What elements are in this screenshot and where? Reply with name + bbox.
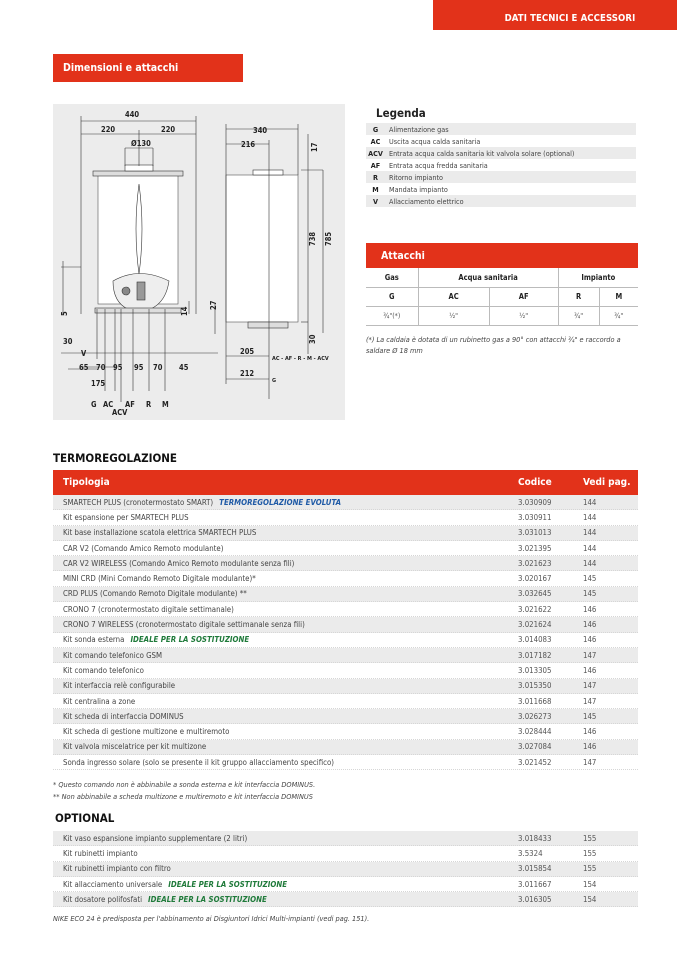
row-code: 3.014083 <box>518 635 552 645</box>
dim-340: 340 <box>253 126 268 135</box>
row-tag: TERMOREGOLAZIONE EVOLUTA <box>219 497 342 507</box>
row-name: Kit interfaccia relè configurabile <box>63 681 176 691</box>
row-name: Kit comando telefonico GSM <box>63 650 163 660</box>
row-code: 3.015350 <box>518 681 552 691</box>
row-page: 147 <box>583 757 597 767</box>
dim-27: 27 <box>209 300 218 310</box>
legend-item: AF Entrata acqua fredda sanitaria <box>370 160 488 170</box>
code-m: M <box>599 287 638 306</box>
dim-5: 5 <box>60 311 69 316</box>
dim-70a: 70 <box>96 363 106 372</box>
table-row <box>53 602 638 617</box>
legend-item: AC Uscita acqua calda sanitaria <box>370 136 481 146</box>
label-m: M <box>162 400 169 409</box>
row-name: Kit vaso espansione impianto supplementare (2 litri) <box>63 833 248 843</box>
dim-70b: 70 <box>153 363 163 372</box>
row-page: 147 <box>583 696 597 706</box>
row-name: CAR V2 WIRELESS (Comando Amico Remoto modulante senza fili) <box>63 558 295 568</box>
row-name: Kit base installazione scatola elettrica SMARTECH PLUS <box>63 528 257 538</box>
row-page: 146 <box>583 727 597 737</box>
row-page: 145 <box>583 574 597 584</box>
row-page: 144 <box>583 543 597 553</box>
row-page: 147 <box>583 650 597 660</box>
row-name: Kit valvola miscelatrice per kit multizone <box>63 742 207 752</box>
row-code: 3.031013 <box>518 528 552 538</box>
row-code: 3.030911 <box>518 512 552 522</box>
row-name: Kit centralina a zone <box>63 696 136 706</box>
table-row <box>53 755 638 770</box>
dim-216: 216 <box>241 140 256 149</box>
attacchi-note: (*) La caldaia è dotata di un rubinetto gas a 90° con attacchi ¾" e raccordo a saldare Ø 18 mm <box>366 335 621 355</box>
dim-flue-diameter: Ø130 <box>131 139 151 148</box>
dim-738: 738 <box>308 231 317 246</box>
termoregolazione-notes <box>53 779 315 802</box>
row-code: 3.5324 <box>518 848 543 858</box>
table-row <box>53 862 638 877</box>
code-ac: AC <box>418 287 489 306</box>
value-g: ¾"(*) <box>366 306 418 325</box>
dim-14: 14 <box>180 306 189 316</box>
row-code: 3.015854 <box>518 864 552 874</box>
row-page: 155 <box>583 864 597 874</box>
label-v: V <box>81 349 87 358</box>
value-r: ¾" <box>558 306 599 325</box>
dim-220-left: 220 <box>101 125 116 134</box>
row-code: 3.011668 <box>518 696 552 706</box>
row-code: 3.018433 <box>518 833 552 843</box>
row-code: 3.016305 <box>518 894 552 904</box>
dim-205: 205 <box>240 347 255 356</box>
label-ac: AC <box>103 400 114 409</box>
row-page: 146 <box>583 665 597 675</box>
table-row <box>53 831 638 846</box>
table-row <box>53 617 638 632</box>
row-page: 154 <box>583 879 597 889</box>
termoregolazione-table <box>53 470 638 770</box>
row-code: 3.030909 <box>518 497 552 507</box>
group-gas: Gas <box>366 268 418 287</box>
label-g: G <box>91 400 97 409</box>
legend-item: M Mandata impianto <box>372 184 448 194</box>
table-row <box>53 556 638 571</box>
table-row <box>53 526 638 541</box>
legend-item: G Alimentazione gas <box>366 123 636 135</box>
dim-95a: 95 <box>113 363 123 372</box>
row-code: 3.026273 <box>518 711 552 721</box>
row-code: 3.017182 <box>518 650 552 660</box>
group-acqua-sanitaria: Acqua sanitaria <box>418 268 558 287</box>
dim-30-front: 30 <box>63 337 73 346</box>
row-tag: IDEALE PER LA SOSTITUZIONE <box>148 894 267 904</box>
optional-note: NIKE ECO 24 è predisposta per l'abbinamento ai Disgiuntori Idrici Multi-impianti (vedi pag. 151). <box>53 914 370 923</box>
code-af: AF <box>489 287 558 306</box>
row-code: 3.028444 <box>518 727 552 737</box>
row-code: 3.021452 <box>518 757 552 767</box>
group-impianto: Impianto <box>558 268 638 287</box>
row-code: 3.027084 <box>518 742 552 752</box>
row-code: 3.032645 <box>518 589 552 599</box>
table-row <box>53 892 638 907</box>
legend-list <box>366 123 636 207</box>
row-name: Kit scheda di gestione multizone e multiremoto <box>63 727 230 737</box>
legend-item: ACV Entrata acqua calda sanitaria kit valvola solare (optional) <box>366 147 636 159</box>
label-acv: ACV <box>112 408 128 417</box>
dim-45: 45 <box>179 363 189 372</box>
table-row <box>53 510 638 525</box>
table-row <box>53 541 638 556</box>
table-row <box>53 724 638 739</box>
row-page: 145 <box>583 711 597 721</box>
table-row <box>53 495 638 510</box>
row-page: 146 <box>583 742 597 752</box>
row-page: 144 <box>583 558 597 568</box>
row-code: 3.021395 <box>518 543 552 553</box>
optional-heading: OPTIONAL <box>55 811 115 825</box>
row-page: 145 <box>583 589 597 599</box>
row-name: Kit sonda esterna IDEALE PER LA SOSTITUZIONE <box>63 635 250 645</box>
termoregolazione-heading: TERMOREGOLAZIONE <box>53 451 177 465</box>
value-ac: ½" <box>418 306 489 325</box>
label-r: R <box>146 400 152 409</box>
row-name: CRONO 7 WIRELESS (cronotermostato digitale settimanale senza fili) <box>63 620 305 630</box>
table-row <box>53 709 638 724</box>
label-water-connections: AC - AF - R - M - ACV <box>272 356 329 362</box>
dim-212: 212 <box>240 369 255 378</box>
optional-table <box>53 831 638 907</box>
row-name: CAR V2 (Comando Amico Remoto modulante) <box>63 543 224 553</box>
row-page: 146 <box>583 620 597 630</box>
attacchi-table <box>366 268 638 326</box>
table-row <box>53 571 638 586</box>
row-name: SMARTECH PLUS (cronotermostato SMART) TERMOREGOLAZIONE EVOLUTA <box>63 497 342 507</box>
dim-440: 440 <box>125 110 140 119</box>
row-name: Kit dosatore polifosfati IDEALE PER LA SOSTITUZIONE <box>63 894 267 904</box>
dim-785: 785 <box>324 231 333 246</box>
dim-95b: 95 <box>134 363 144 372</box>
section-tab: DATI TECNICI E ACCESSORI <box>433 0 677 30</box>
row-name: Kit allacciamento universale IDEALE PER LA SOSTITUZIONE <box>63 879 287 889</box>
attacchi-header: Attacchi <box>366 243 638 268</box>
legend-title: Legenda <box>376 106 426 120</box>
label-gas-connection: G <box>272 378 277 384</box>
row-page: 155 <box>583 833 597 843</box>
row-tag: IDEALE PER LA SOSTITUZIONE <box>130 635 250 645</box>
table-row <box>53 877 638 892</box>
table-row <box>53 648 638 663</box>
table-row <box>53 740 638 755</box>
row-name: CRONO 7 (cronotermostato digitale settimanale) <box>63 604 234 614</box>
code-r: R <box>558 287 599 306</box>
dim-175: 175 <box>91 379 106 388</box>
row-page: 146 <box>583 635 597 645</box>
table-row <box>53 679 638 694</box>
note-double-asterisk: ** Non abbinabile a scheda multizone e multiremoto e kit interfaccia DOMINUS <box>53 791 313 801</box>
table-row <box>53 587 638 602</box>
row-code: 3.021624 <box>518 620 552 630</box>
row-name: Kit espansione per SMARTECH PLUS <box>63 512 189 522</box>
legend-item: V Allacciamento elettrico <box>366 195 636 207</box>
value-af: ½" <box>489 306 558 325</box>
row-code: 3.020167 <box>518 574 552 584</box>
row-name: Sonda ingresso solare (solo se presente il kit gruppo allacciamento specifico) <box>63 757 335 767</box>
dimensions-banner: Dimensioni e attacchi <box>53 54 243 82</box>
row-page: 144 <box>583 497 597 507</box>
row-page: 154 <box>583 894 597 904</box>
value-m: ¾" <box>599 306 638 325</box>
row-code: 3.021623 <box>518 558 552 568</box>
row-code: 3.011667 <box>518 879 552 889</box>
row-page: 155 <box>583 848 597 858</box>
row-tag: IDEALE PER LA SOSTITUZIONE <box>168 879 287 889</box>
row-name: Kit rubinetti impianto <box>63 848 138 858</box>
dim-65: 65 <box>79 363 89 372</box>
row-name: Kit comando telefonico <box>63 665 144 675</box>
dim-17: 17 <box>310 142 319 152</box>
legend-item: R Ritorno impianto <box>366 171 636 183</box>
table-row <box>53 694 638 709</box>
row-page: 144 <box>583 512 597 522</box>
row-page: 146 <box>583 604 597 614</box>
row-code: 3.021622 <box>518 604 552 614</box>
row-name: Kit rubinetti impianto con filtro <box>63 864 171 874</box>
table-row <box>53 846 638 861</box>
table-row <box>53 633 638 648</box>
boiler-dimension-drawing <box>53 104 345 420</box>
technical-drawing <box>53 104 345 420</box>
row-code: 3.013305 <box>518 665 552 675</box>
table-row <box>53 663 638 678</box>
row-name: MINI CRD (Mini Comando Remoto Digitale modulante)* <box>63 574 256 584</box>
table-header: Tipologia Codice Vedi pag. <box>53 470 638 495</box>
code-g: G <box>366 287 418 306</box>
row-name: CRD PLUS (Comando Remoto Digitale modulante) ** <box>63 589 247 599</box>
dim-220-right: 220 <box>161 125 176 134</box>
note-single-asterisk: * Questo comando non è abbinabile a sonda esterna e kit interfaccia DOMINUS. <box>53 780 316 789</box>
dim-30-side: 30 <box>308 334 317 344</box>
label-af: AF <box>125 400 135 409</box>
row-page: 144 <box>583 528 597 538</box>
row-page: 147 <box>583 681 597 691</box>
row-name: Kit scheda di interfaccia DOMINUS <box>63 711 184 721</box>
